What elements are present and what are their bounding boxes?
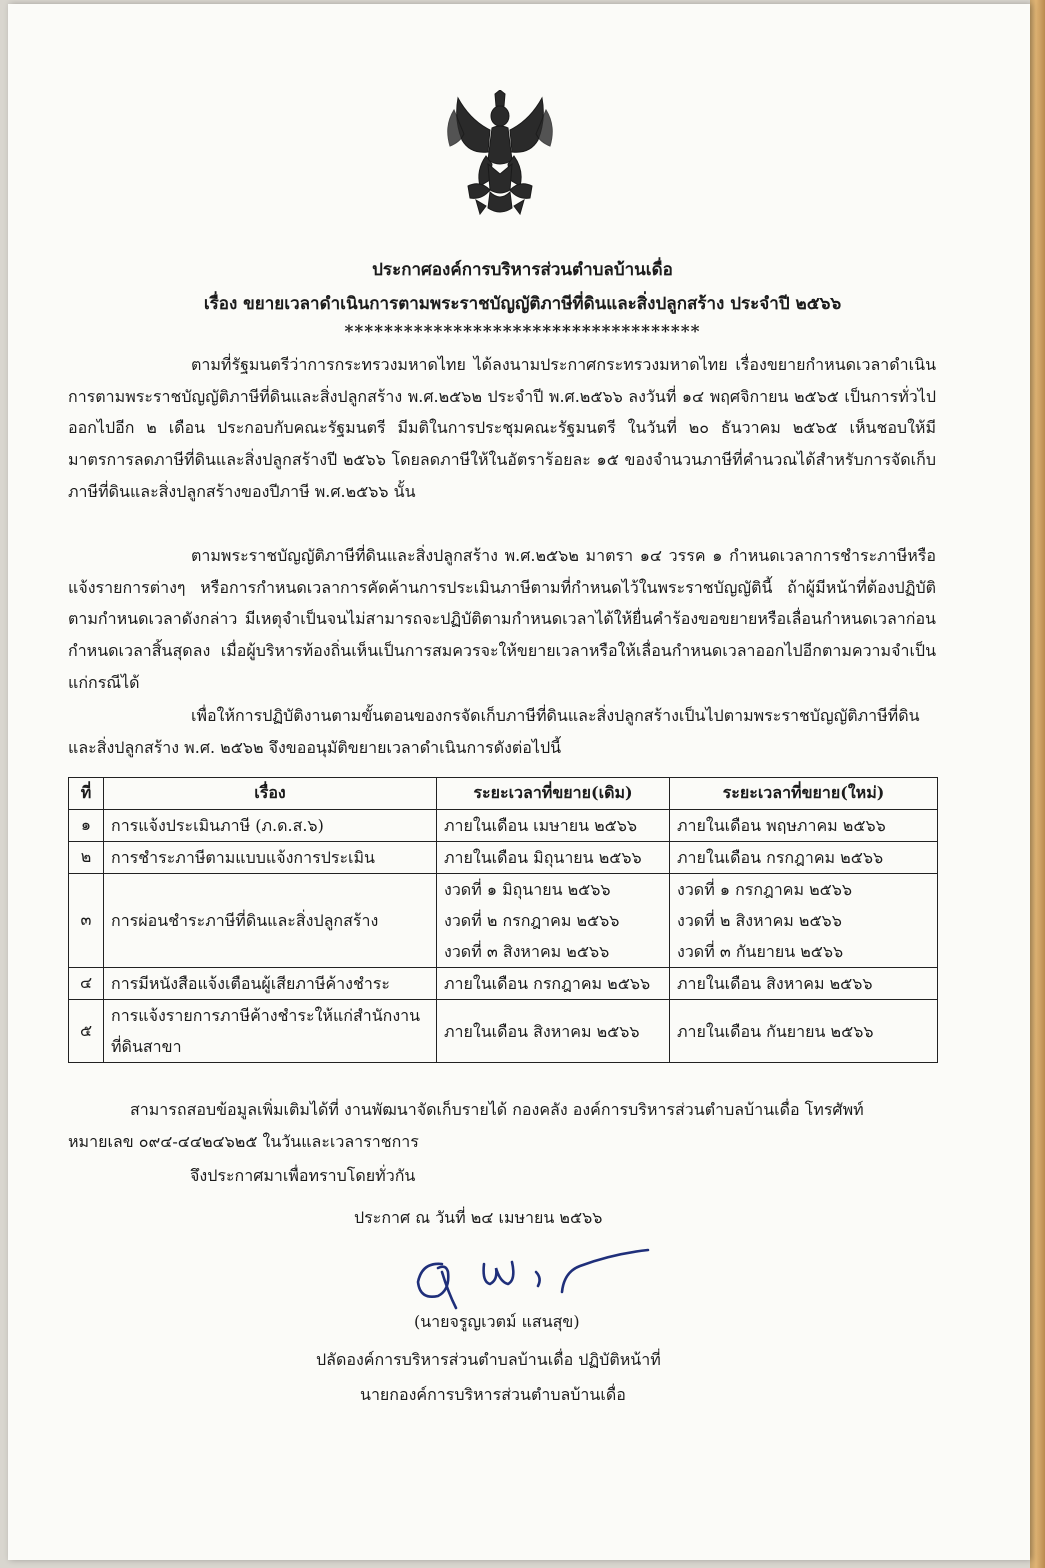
table-row xyxy=(69,810,938,842)
announce-date: ประกาศ ณ วันที่ ๒๔ เมษายน ๒๕๖๖ xyxy=(354,1208,603,1227)
row-new-period xyxy=(670,874,938,968)
table-header-row xyxy=(69,778,938,810)
extension-table xyxy=(68,777,938,1063)
body-paragraph-2: ตามพระราชบัญญัติภาษีที่ดินและสิ่งปลูกสร้าง พ.ศ.๒๕๖๒ มาตรา ๑๔ วรรค ๑ กำหนดเวลาการชำระภาษีหรือแจ้งรายการต่างๆ หรือการกำหนดเวลาการคัดค้านการประเมินภาษีตามที่กำหนดไว้ในพระราชบัญญัตินี้ ถ้าผู้มีหน้าที่ต้องปฏิบัติตามกำหนดเวลาดังกล่าว มีเหตุจำเป็นจนไม่สามารถจะปฏิบัติตามกำหนดเวลาได้ให้ยื่นคำร้องขอขยายหรือเลื่อนกำหนดเวลาก่อนกำหนดเวลาสิ้นสุดลง เมื่อผู้บริหารท้องถิ่นเห็นเป็นการสมควรจะให้ขยายเวลาหรือให้เลื่อนกำหนดเวลาออกไปอีกตามความจำเป็นแก่กรณีได้ xyxy=(68,546,936,692)
new-period-line: งวดที่ ๑ กรกฎาคม ๒๕๖๖ xyxy=(677,880,853,899)
contact-line-2: หมายเลข ๐๙๔-๔๔๒๔๖๒๕ ในวันและเวลาราชการ xyxy=(68,1132,419,1151)
old-period-line: งวดที่ ๒ กรกฎาคม ๒๕๖๖ xyxy=(444,911,620,930)
announcement-subject: เรื่อง ขยายเวลาดำเนินการตามพระราชบัญญัติภาษีที่ดินและสิ่งปลูกสร้าง ประจำปี ๒๕๖๖ xyxy=(203,294,842,314)
topic-line: การมีหนังสือแจ้งเตือนผู้เสียภาษีค้างชำระ xyxy=(111,974,390,993)
body-paragraph-3: เพื่อให้การปฏิบัติงานตามขั้นตอนของกรจัดเก็บภาษีที่ดินและสิ่งปลูกสร้างเป็นไปตามพระราชบัญญัติภาษีที่ดินและสิ่งปลูกสร้าง พ.ศ. ๒๕๖๒ จึงขออนุมัติขยายเวลาดำเนินการดังต่อไปนี้ xyxy=(68,706,920,757)
new-period-line: ภายในเดือน กันยายน ๒๕๖๖ xyxy=(677,1021,874,1041)
page-edge xyxy=(1030,0,1045,1568)
new-period-line: ภายในเดือน สิงหาคม ๒๕๖๖ xyxy=(677,974,873,993)
signer-position-1: ปลัดองค์การบริหารส่วนตำบลบ้านเดื่อ ปฏิบัติหน้าที่ xyxy=(316,1350,661,1369)
table-row xyxy=(69,1000,938,1063)
row-number: ๒ xyxy=(69,842,104,874)
old-period-line: ภายในเดือน สิงหาคม ๒๕๖๖ xyxy=(444,1021,640,1041)
row-topic xyxy=(104,968,437,1000)
row-topic xyxy=(104,810,437,842)
row-number: ๑ xyxy=(69,810,104,842)
table-row xyxy=(69,874,938,968)
topic-line: การผ่อนชำระภาษีที่ดินและสิ่งปลูกสร้าง xyxy=(111,911,379,930)
row-number: ๓ xyxy=(69,874,104,968)
contact-line-1: สามารถสอบข้อมูลเพิ่มเติมได้ที่ งานพัฒนาจัดเก็บรายได้ กองคลัง องค์การบริหารส่วนตำบลบ้านเดื่อ โทรศัพท์ xyxy=(130,1100,864,1119)
row-number: ๔ xyxy=(69,968,104,1000)
header-no: ที่ xyxy=(69,778,104,810)
topic-line: การชำระภาษีตามแบบแจ้งการประเมิน xyxy=(111,848,375,867)
row-new-period xyxy=(670,810,938,842)
table-row xyxy=(69,968,938,1000)
body-paragraph-1: ตามที่รัฐมนตรีว่าการกระทรวงมหาดไทย ได้ลงนามประกาศกระทรวงมหาดไทย เรื่องขยายกำหนดเวลาดำเนินการตามพระราชบัญญัติภาษีที่ดินและสิ่งปลูกสร้าง พ.ศ.๒๕๖๒ ประจำปี พ.ศ.๒๕๖๖ ลงวันที่ ๑๔ พฤศจิกายน ๒๕๖๕ เป็นการทั่วไป ออกไปอีก ๒ เดือน ประกอบกับคณะรัฐมนตรี มีมติในการประชุมคณะรัฐมนตรี ในวันที่ ๒๐ ธันวาคม ๒๕๖๕ เห็นชอบให้มีมาตรการลดภาษีที่ดินและสิ่งปลูกสร้างปี ๒๕๖๖ โดยลดภาษีให้ในอัตราร้อยละ ๑๕ ของจำนวนภาษีที่คำนวณได้สำหรับการจัดเก็บภาษีที่ดินและสิ่งปลูกสร้างของปีภาษี พ.ศ.๒๕๖๖ นั้น xyxy=(68,355,936,501)
topic-line: การแจ้งรายการภาษีค้างชำระให้แก่สำนักงาน xyxy=(111,1006,421,1025)
row-topic xyxy=(104,874,437,968)
new-period-line: งวดที่ ๒ สิงหาคม ๒๕๖๖ xyxy=(677,911,842,930)
old-period-line: ภายในเดือน มิถุนายน ๒๕๖๖ xyxy=(444,848,642,867)
row-old-period xyxy=(437,968,670,1000)
table-row xyxy=(69,842,938,874)
old-period-line: ภายในเดือน กรกฎาคม ๒๕๖๖ xyxy=(444,974,651,993)
row-topic xyxy=(104,842,437,874)
old-period-line: ภายในเดือน เมษายน ๒๕๖๖ xyxy=(444,816,638,835)
row-old-period xyxy=(437,1000,670,1063)
row-old-period xyxy=(437,810,670,842)
row-topic xyxy=(104,1000,437,1063)
row-new-period xyxy=(670,968,938,1000)
header-old-period: ระยะเวลาที่ขยาย(เดิม) xyxy=(437,778,670,810)
old-period-line: งวดที่ ๓ สิงหาคม ๒๕๖๖ xyxy=(444,942,610,961)
row-old-period xyxy=(437,842,670,874)
separator: ************************************ xyxy=(344,322,701,342)
handwritten-signature xyxy=(412,1242,652,1312)
signer-name: (นายจรูญเวตม์ แสนสุข) xyxy=(414,1312,580,1331)
topic-line: ที่ดินสาขา xyxy=(111,1037,182,1056)
signer-position-2: นายกองค์การบริหารส่วนตำบลบ้านเดื่อ xyxy=(360,1385,626,1404)
topic-line: การแจ้งประเมินภาษี (ภ.ด.ส.๖) xyxy=(111,816,324,835)
row-new-period xyxy=(670,1000,938,1063)
announce-line: จึงประกาศมาเพื่อทราบโดยทั่วกัน xyxy=(190,1166,416,1185)
header-new-period: ระยะเวลาที่ขยาย(ใหม่) xyxy=(670,778,938,810)
new-period-line: งวดที่ ๓ กันยายน ๒๕๖๖ xyxy=(677,942,844,961)
row-old-period xyxy=(437,874,670,968)
header-topic: เรื่อง xyxy=(104,778,437,810)
old-period-line: งวดที่ ๑ มิถุนายน ๒๕๖๖ xyxy=(444,880,611,899)
new-period-line: ภายในเดือน พฤษภาคม ๒๕๖๖ xyxy=(677,816,886,835)
garuda-emblem-icon xyxy=(440,90,560,218)
announcement-title: ประกาศองค์การบริหารส่วนตำบลบ้านเดื่อ xyxy=(372,260,673,280)
row-number: ๕ xyxy=(69,1000,104,1063)
row-new-period xyxy=(670,842,938,874)
new-period-line: ภายในเดือน กรกฎาคม ๒๕๖๖ xyxy=(677,848,884,867)
